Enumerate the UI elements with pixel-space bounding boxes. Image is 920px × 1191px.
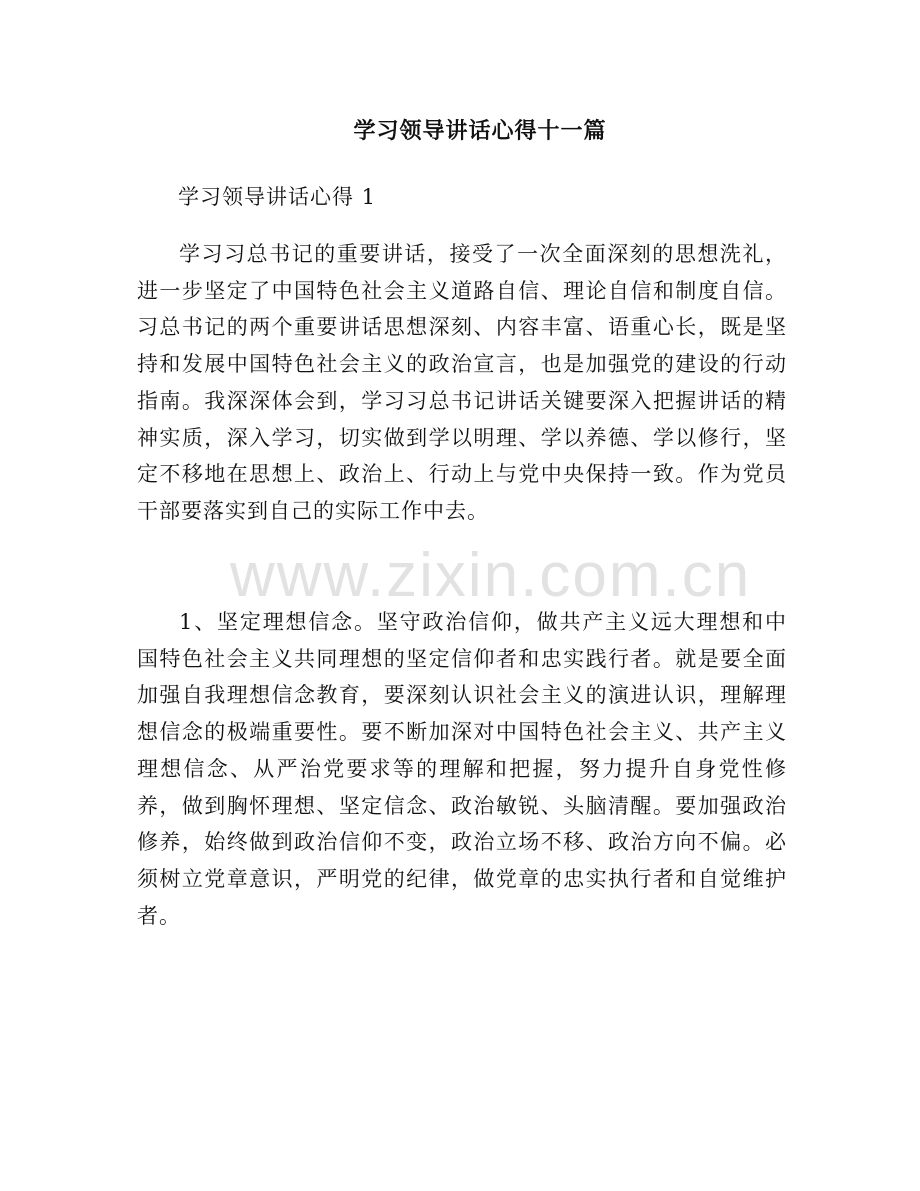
document-title: 学习领导讲话心得十一篇 xyxy=(353,118,607,144)
body-paragraph-2: 1、坚定理想信念。坚守政治信仰，做共产主义远大理想和中国特色社会主义共同理想的坚定信仰者和忠实践行者。就是要全面加强自我理想信念教育，要深刻认识社会主义的演进认识，理解理想信念的极端重要性。要不断加深对中国特色社会主义、共产主义理想信念、从严治党要求等的理解和把握，努力提升自身党性修养，做到胸怀理想、坚定信念、政治敏锐、头脑清醒。要加强政治修养，始终做到政治信仰不变，政治立场不移、政治方向不偏。必须树立党章意识，严明党的纪律，做党章的忠实执行者和自觉维护者。 xyxy=(137,610,787,928)
body-paragraph-1: 学习习总书记的重要讲话，接受了一次全面深刻的思想洗礼，进一步坚定了中国特色社会主义道路自信、理论自信和制度自信。习总书记的两个重要讲话思想深刻、内容丰富、语重心长，既是坚持和发展中国特色社会主义的政治宣言，也是加强党的建设的行动指南。我深深体会到，学习习总书记讲话关键要深入把握讲话的精神实质，深入学习，切实做到学以明理、学以养德、学以修行，坚定不移地在思想上、政治上、行动上与党中央保持一致。作为党员干部要落实到自己的实际工作中去。 xyxy=(137,242,787,523)
section-heading: 学习领导讲话心得 1 xyxy=(178,185,377,209)
watermark-text: www.zixin.com.cn xyxy=(230,541,752,610)
